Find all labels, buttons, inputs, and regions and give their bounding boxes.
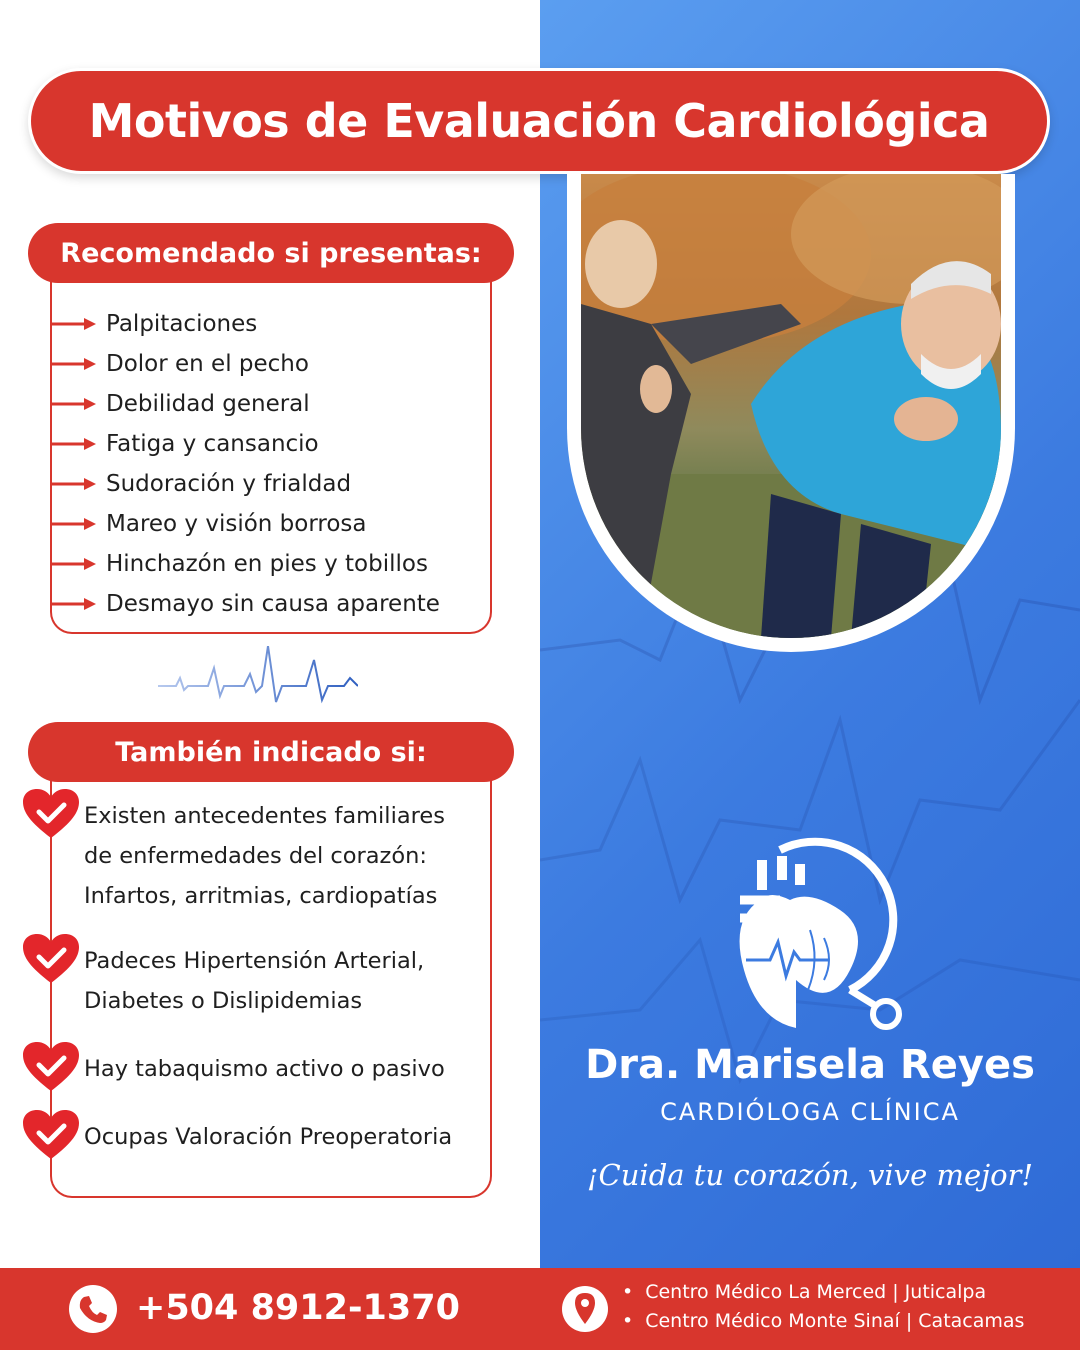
arrow-icon bbox=[50, 357, 96, 371]
symptom-item bbox=[50, 469, 351, 499]
heart-check-icon bbox=[22, 1041, 80, 1093]
arrow-icon bbox=[50, 597, 96, 611]
doctor-name: Dra. Marisela Reyes bbox=[585, 1042, 1035, 1088]
symptom-label: Fatiga y cansancio bbox=[106, 431, 319, 457]
indication-item bbox=[22, 941, 424, 1021]
symptom-item bbox=[50, 429, 319, 459]
page-title: Motivos de Evaluación Cardiológica bbox=[88, 94, 990, 148]
indication-line: de enfermedades del corazón: bbox=[84, 843, 427, 869]
photo-couple-chest-pain bbox=[581, 174, 1001, 638]
also-indicated-heading: También indicado si: bbox=[115, 736, 427, 768]
arrow-icon bbox=[50, 557, 96, 571]
symptom-label: Desmayo sin causa aparente bbox=[106, 591, 440, 617]
location-item: • Centro Médico Monte Sinaí | Catacamas bbox=[622, 1307, 1024, 1336]
heart-stethoscope-logo bbox=[700, 830, 910, 1040]
doctor-title: CARDIÓLOGA CLÍNICA bbox=[660, 1098, 960, 1126]
heart-check-icon bbox=[22, 1109, 80, 1161]
slogan: ¡Cuida tu corazón, vive mejor! bbox=[586, 1158, 1034, 1192]
symptom-item bbox=[50, 349, 309, 379]
phone-icon[interactable] bbox=[68, 1284, 118, 1334]
symptom-label: Debilidad general bbox=[106, 391, 310, 417]
phone-number[interactable]: +504 8912-1370 bbox=[136, 1288, 460, 1328]
indication-item bbox=[22, 1117, 452, 1161]
symptom-item bbox=[50, 389, 310, 419]
symptom-label: Mareo y visión borrosa bbox=[106, 511, 367, 537]
symptom-label: Palpitaciones bbox=[106, 311, 258, 337]
symptom-item bbox=[50, 549, 428, 579]
indication-line: Ocupas Valoración Preoperatoria bbox=[84, 1124, 453, 1150]
photo-illustration bbox=[581, 174, 1001, 638]
recommended-header bbox=[28, 223, 514, 283]
symptom-label: Sudoración y frialdad bbox=[106, 471, 352, 497]
arrow-icon bbox=[50, 517, 96, 531]
title-banner bbox=[28, 68, 1050, 174]
footer-bar bbox=[0, 1268, 1080, 1350]
indication-line: Infartos, arritmias, cardiopatías bbox=[84, 883, 438, 909]
indication-line: Hay tabaquismo activo o pasivo bbox=[84, 1056, 445, 1082]
indication-line: Diabetes o Dislipidemias bbox=[84, 988, 363, 1014]
indication-line: Existen antecedentes familiares bbox=[84, 803, 445, 829]
location-pin-icon bbox=[562, 1284, 608, 1334]
symptom-item bbox=[50, 589, 440, 619]
location-item: • Centro Médico La Merced | Juticalpa bbox=[622, 1278, 1024, 1307]
arrow-icon bbox=[50, 397, 96, 411]
heart-check-icon bbox=[22, 933, 80, 985]
arrow-icon bbox=[50, 317, 96, 331]
symptom-item bbox=[50, 509, 367, 539]
locations-list bbox=[622, 1278, 1024, 1336]
heart-check-icon bbox=[22, 788, 80, 840]
symptom-label: Dolor en el pecho bbox=[106, 351, 309, 377]
symptom-item bbox=[50, 309, 257, 339]
indication-line: Padeces Hipertensión Arterial, bbox=[84, 948, 425, 974]
indication-item bbox=[22, 1049, 445, 1093]
recommended-heading: Recomendado si presentas: bbox=[60, 237, 482, 269]
symptom-label: Hinchazón en pies y tobillos bbox=[106, 551, 428, 577]
photo-frame bbox=[567, 174, 1015, 652]
arrow-icon bbox=[50, 437, 96, 451]
ecg-line-icon bbox=[158, 646, 358, 708]
indication-item bbox=[22, 796, 445, 916]
also-indicated-header bbox=[28, 722, 514, 782]
arrow-icon bbox=[50, 477, 96, 491]
